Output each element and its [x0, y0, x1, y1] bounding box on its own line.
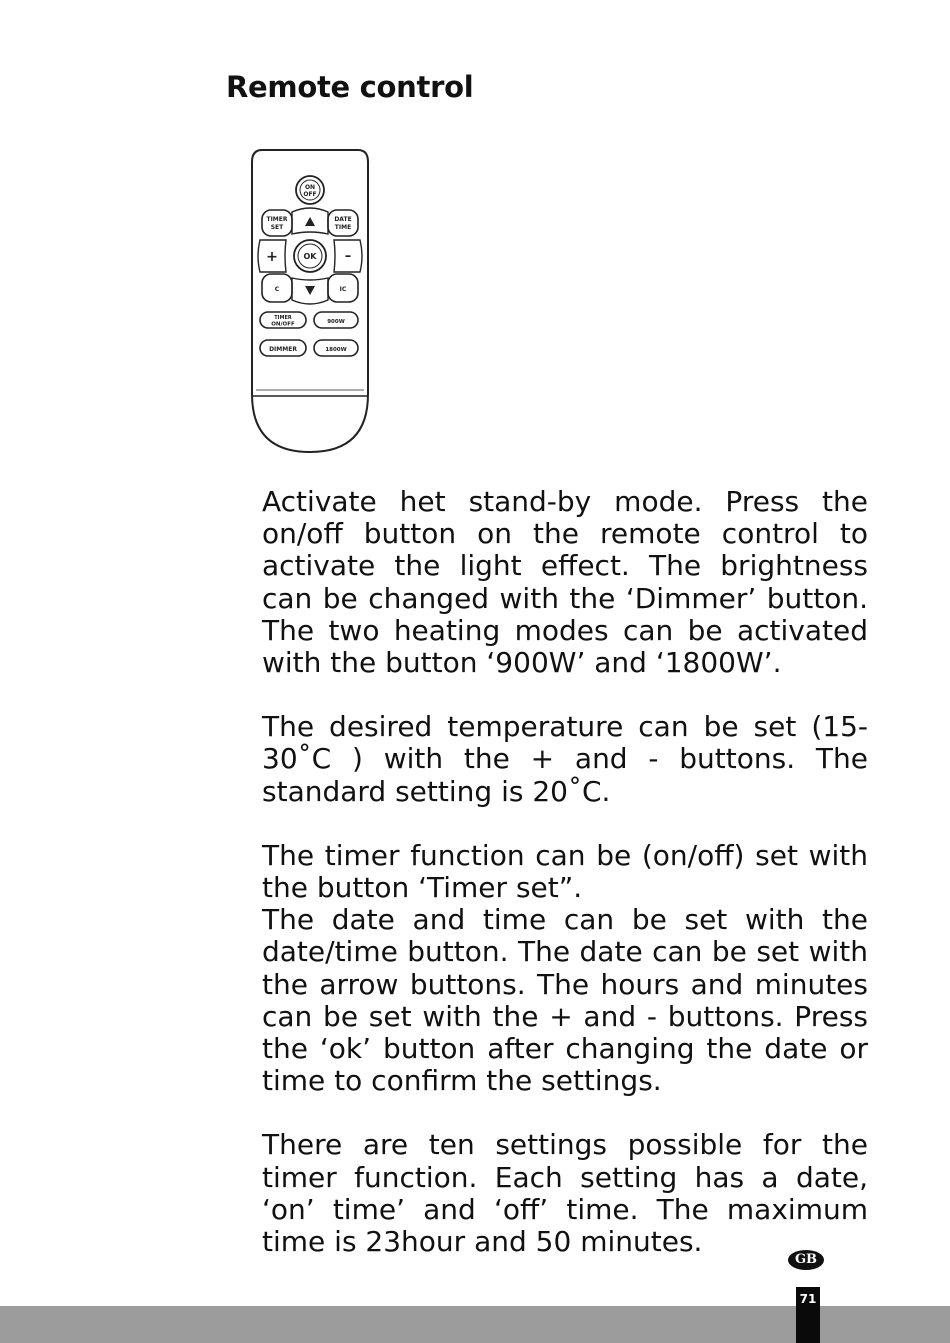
celsius-button	[262, 274, 292, 302]
date-time-button	[328, 210, 358, 236]
page-number: 71	[796, 1287, 820, 1343]
instructions-text	[262, 486, 868, 1290]
dimmer-button	[260, 340, 306, 356]
minus-button	[334, 240, 362, 272]
svg-text:SET: SET	[270, 224, 284, 231]
900w-button	[314, 312, 358, 328]
svg-text:IC: IC	[339, 286, 347, 293]
arrow-up-button	[292, 208, 328, 234]
1800w-button	[314, 340, 358, 356]
arrow-down-button	[292, 278, 328, 304]
svg-text:ON: ON	[304, 184, 316, 191]
remote-control-illustration	[248, 146, 372, 458]
timer-set-button	[262, 210, 292, 236]
arrow-down-icon	[305, 286, 315, 295]
language-badge: GB	[788, 1250, 824, 1270]
svg-text:DIMMER: DIMMER	[269, 346, 297, 353]
paragraph-standby: Activate het stand-by mode. Press the on/off button on the remote control to activate the light effect. The brightness can be changed with the ‘Dimmer’ button. The two heating modes can be activated with the button ‘900W’ and ‘1800W’.	[262, 485, 868, 680]
svg-text:900W: 900W	[327, 319, 345, 325]
svg-text:OFF: OFF	[303, 191, 317, 198]
svg-text:+: +	[266, 249, 278, 265]
on-off-button	[296, 176, 324, 204]
paragraph-timer-toggle: The timer function can be (on/off) set with the button ‘Timer set”.	[262, 838, 868, 905]
section-heading: Remote control	[226, 70, 474, 104]
svg-text:DATE: DATE	[334, 216, 352, 223]
paragraph-temperature: The desired temperature can be set (15-30˚C ) with the + and - buttons. The standard setting is 20˚C.	[262, 710, 868, 808]
svg-text:TIME: TIME	[334, 224, 352, 231]
fahrenheit-button	[328, 274, 358, 302]
arrow-up-icon	[305, 217, 315, 226]
plus-button	[258, 240, 286, 272]
svg-text:TIMER: TIMER	[274, 315, 292, 321]
timer-onoff-button	[260, 312, 306, 328]
paragraph-date-time: The date and time can be set with the date/time button. The date can be set with the arrow buttons. The hours and minutes can be set with the + and - buttons. Press the ‘ok’ button after changing the date or time to confirm the settings.	[262, 903, 868, 1098]
paragraph-timer-settings: There are ten settings possible for the timer function. Each setting has a date, ‘on’ time’ and ‘off’ time. The maximum time is 23hour and 50 minutes.	[262, 1128, 868, 1259]
svg-text:C: C	[274, 286, 280, 293]
svg-text:OK: OK	[303, 252, 317, 261]
svg-text:1800W: 1800W	[325, 347, 347, 353]
svg-text:ON/OFF: ON/OFF	[271, 321, 295, 328]
ok-button	[294, 240, 326, 272]
svg-text:–: –	[344, 249, 352, 264]
svg-text:TIMER: TIMER	[266, 216, 288, 223]
